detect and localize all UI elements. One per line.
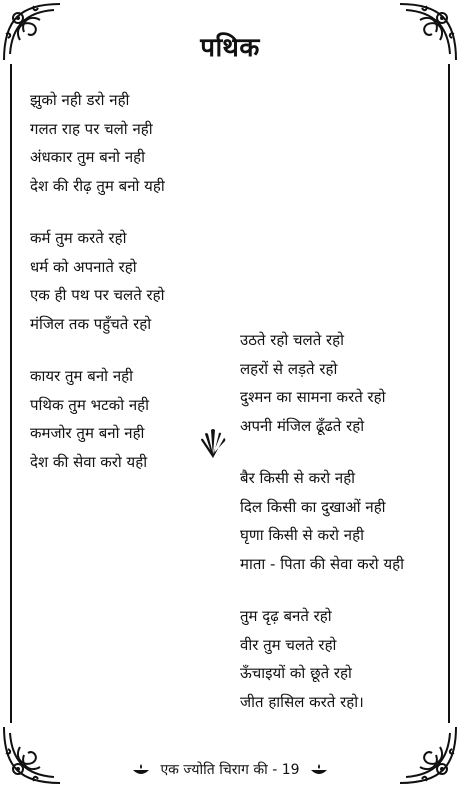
diya-lamp-icon <box>310 764 328 776</box>
left-border-rule <box>10 64 12 723</box>
poem-line: वीर तुम चलते रहो <box>240 635 337 654</box>
poem-line: मंजिल तक पहुँचते रहो <box>30 314 152 333</box>
shell-flourish-icon <box>199 428 227 460</box>
footer-text: एक ज्योति चिराग की - 19 <box>160 762 300 778</box>
poem-line: उठते रहो चलते रहो <box>240 331 345 349</box>
poem-line: दुश्मन का सामना करते रहो <box>240 388 386 406</box>
poem-line: ऊँचाइयों को छूते रहो <box>240 664 352 682</box>
poem-line: घृणा किसी से करो नही <box>240 526 364 544</box>
poem-line: देश की सेवा करो यही <box>30 452 148 471</box>
left-stanza-1 <box>30 86 165 200</box>
right-stanza-1 <box>240 326 404 440</box>
poem-line: कायर तुम बनो नही <box>30 367 134 385</box>
poem-line: दिल किसी का दुखाओं नही <box>240 497 386 516</box>
poem-line: जीत हासिल करते रहो। <box>240 692 364 711</box>
poem-line: अंधकार तुम बनो नही <box>30 148 145 166</box>
right-border-rule <box>448 64 450 723</box>
poem-line: पथिक तुम भटको नही <box>30 395 150 414</box>
poem-line: तुम दृढ़ बनते रहो <box>240 607 332 625</box>
poem-line: कर्म तुम करते रहो <box>30 229 127 247</box>
diya-lamp-icon <box>132 764 150 776</box>
poem-line: लहरों से लड़ते रहो <box>240 359 338 378</box>
poem-line: देश की रीढ़ तुम बनो यही <box>30 176 165 195</box>
left-stanza-2 <box>30 224 165 338</box>
left-poem-column <box>30 86 165 500</box>
right-stanza-3 <box>240 602 404 716</box>
right-stanza-2 <box>240 464 404 578</box>
poem-line: कमजोर तुम बनो नही <box>30 424 145 442</box>
page-footer <box>0 760 460 779</box>
poem-line: अपनी मंजिल ढूँढते रहो <box>240 416 365 435</box>
right-poem-column <box>240 326 404 740</box>
poem-line: माता - पिता की सेवा करो यही <box>240 554 405 573</box>
left-stanza-3 <box>30 362 165 476</box>
poem-line: झुको नही डरो नही <box>30 91 130 109</box>
poem-line: एक ही पथ पर चलते रहो <box>30 286 165 304</box>
poem-line: बैर किसी से करो नही <box>240 469 356 487</box>
poem-line: गलत राह पर चलो नही <box>30 119 153 138</box>
poem-line: धर्म को अपनाते रहो <box>30 257 137 276</box>
poem-title: पथिक <box>200 33 260 63</box>
